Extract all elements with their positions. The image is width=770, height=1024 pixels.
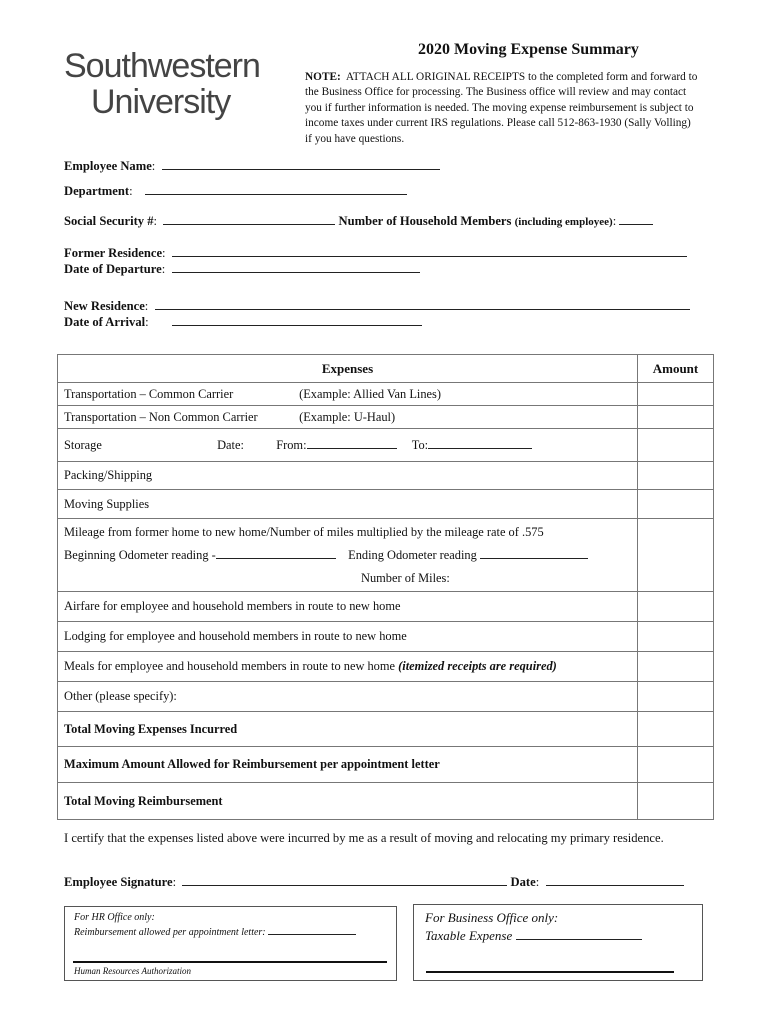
storage-from-field[interactable]: [307, 437, 397, 449]
business-office-box: [413, 904, 703, 981]
storage-to-label: To:: [411, 438, 429, 452]
storage-to-field[interactable]: [428, 437, 532, 449]
storage-from-label: From:: [276, 438, 307, 452]
table-row: [58, 519, 714, 592]
amount-cell[interactable]: [638, 682, 714, 712]
amount-cell[interactable]: [638, 462, 714, 490]
new-residence-row: New Residence:: [64, 298, 690, 314]
other-label: Other (please specify):: [58, 682, 638, 712]
amount-header: Amount: [638, 355, 714, 383]
household-field[interactable]: [619, 213, 653, 225]
taxable-expense-field[interactable]: [516, 928, 642, 940]
note-text: ATTACH ALL ORIGINAL RECEIPTS to the completed form and forward to the Business Office for processing. The Business office will review and may contact you if further information is needed. The moving expense reimbursement is subject to income taxes under current IRS regulations. Please call 512-863-1930 (Sally Volling) if you have questions.: [305, 71, 698, 145]
odo-begin-field[interactable]: [216, 547, 336, 559]
table-row: [58, 429, 714, 462]
lodging-label: Lodging for employee and household members in route to new home: [58, 622, 638, 652]
note-label: NOTE:: [305, 71, 341, 83]
expense-cell: [58, 383, 638, 406]
hr-auth-label: Human Resources Authorization: [74, 966, 191, 976]
table-row: [58, 462, 714, 490]
amount-cell[interactable]: [638, 622, 714, 652]
hr-line2-row: [74, 925, 356, 940]
form-title: 2020 Moving Expense Summary: [418, 41, 639, 58]
expenses-header: Expenses: [58, 355, 638, 383]
logo-line1: Southwestern: [64, 47, 260, 85]
hr-line1: For HR Office only:: [74, 912, 155, 923]
hr-signature-line[interactable]: [73, 961, 387, 963]
amount-cell[interactable]: [638, 652, 714, 682]
amount-cell[interactable]: [638, 490, 714, 519]
mileage-cell: [58, 519, 638, 592]
ssn-row: Social Security #: Number of Household Members (including employee):: [64, 213, 653, 230]
mileage-label: Mileage from former home to new home/Number of miles multiplied by the mileage rate of .575: [64, 525, 544, 539]
departure-field[interactable]: [172, 261, 420, 273]
hr-allowed-field[interactable]: [268, 925, 356, 935]
note-paragraph: [305, 70, 700, 147]
table-row: [58, 622, 714, 652]
table-row: [58, 592, 714, 622]
date-label: Date: [510, 875, 536, 889]
ssn-field[interactable]: [163, 213, 335, 225]
transport-common-label: Transportation – Common Carrier: [64, 386, 234, 401]
table-header-row: [58, 355, 714, 383]
arrival-row: Date of Arrival:: [64, 314, 422, 330]
new-residence-field[interactable]: [155, 298, 690, 310]
meals-note: (itemized receipts are required): [398, 659, 557, 673]
signature-label: Employee Signature: [64, 875, 173, 889]
transport-noncommon-label: Transportation – Non Common Carrier: [64, 409, 258, 424]
biz-signature-line[interactable]: [426, 971, 674, 973]
expense-cell: [58, 429, 638, 462]
amount-cell[interactable]: [638, 406, 714, 429]
packing-label: Packing/Shipping: [58, 462, 638, 490]
amount-cell[interactable]: [638, 519, 714, 592]
odo-end-field[interactable]: [480, 547, 588, 559]
table-row: [58, 682, 714, 712]
expense-cell: [58, 406, 638, 429]
amount-cell[interactable]: [638, 429, 714, 462]
odometer-row: [64, 544, 631, 567]
expenses-table: [57, 354, 714, 820]
employee-name-field[interactable]: [162, 158, 440, 170]
meals-label: Meals for employee and household members in route to new home: [64, 659, 396, 673]
signature-row: Employee Signature: Date:: [64, 874, 684, 890]
table-row: [58, 490, 714, 519]
amount-cell[interactable]: [638, 747, 714, 783]
amount-cell[interactable]: [638, 383, 714, 406]
storage-date-label: Date:: [217, 438, 244, 452]
employee-name-row: Employee Name:: [64, 158, 440, 174]
hr-line2: Reimbursement allowed per appointment letter:: [74, 927, 266, 938]
department-label: Department: [64, 184, 130, 198]
transport-noncommon-example: (Example: U-Haul): [299, 409, 396, 424]
amount-cell[interactable]: [638, 592, 714, 622]
table-row: [58, 783, 714, 820]
table-row: [58, 712, 714, 747]
departure-label: Date of Departure: [64, 262, 162, 276]
table-row: [58, 747, 714, 783]
meals-cell: [58, 652, 638, 682]
former-residence-row: Former Residence:: [64, 245, 687, 261]
department-field[interactable]: [145, 183, 407, 195]
household-note: (including employee): [514, 216, 613, 228]
table-row: [58, 383, 714, 406]
storage-label: Storage: [64, 438, 102, 452]
household-label: Number of Household Members: [338, 214, 512, 228]
table-row: [58, 652, 714, 682]
former-residence-field[interactable]: [172, 245, 687, 257]
transport-common-example: (Example: Allied Van Lines): [299, 386, 441, 401]
department-row: Department:: [64, 183, 407, 199]
signature-field[interactable]: [182, 874, 507, 886]
airfare-label: Airfare for employee and household members in route to new home: [58, 592, 638, 622]
num-miles-label: Number of Miles:: [361, 571, 450, 585]
max-allowed-label: Maximum Amount Allowed for Reimbursement per appointment letter: [58, 747, 638, 783]
departure-row: Date of Departure:: [64, 261, 420, 277]
hr-office-box: [64, 906, 397, 981]
signature-date-field[interactable]: [546, 874, 684, 886]
biz-line1: For Business Office only:: [425, 910, 559, 925]
total-reimb-label: Total Moving Reimbursement: [58, 783, 638, 820]
odo-begin-label: Beginning Odometer reading -: [64, 548, 216, 562]
arrival-field[interactable]: [172, 314, 422, 326]
biz-line2: Taxable Expense: [425, 928, 513, 943]
table-row: [58, 406, 714, 429]
amount-cell[interactable]: [638, 712, 714, 747]
total-incurred-label: Total Moving Expenses Incurred: [58, 712, 638, 747]
ssn-label: Social Security #: [64, 214, 154, 228]
university-logo: [64, 48, 260, 120]
odo-end-label: Ending Odometer reading: [348, 548, 477, 562]
arrival-label: Date of Arrival: [64, 315, 146, 329]
employee-name-label: Employee Name: [64, 159, 152, 173]
supplies-label: Moving Supplies: [58, 490, 638, 519]
logo-line2: University: [91, 83, 231, 121]
biz-line2-row: [425, 927, 642, 945]
new-residence-label: New Residence: [64, 299, 145, 313]
amount-cell[interactable]: [638, 783, 714, 820]
certification-text: I certify that the expenses listed above were incurred by me as a result of moving and relocating my primary residence.: [64, 831, 664, 845]
former-residence-label: Former Residence: [64, 246, 163, 260]
